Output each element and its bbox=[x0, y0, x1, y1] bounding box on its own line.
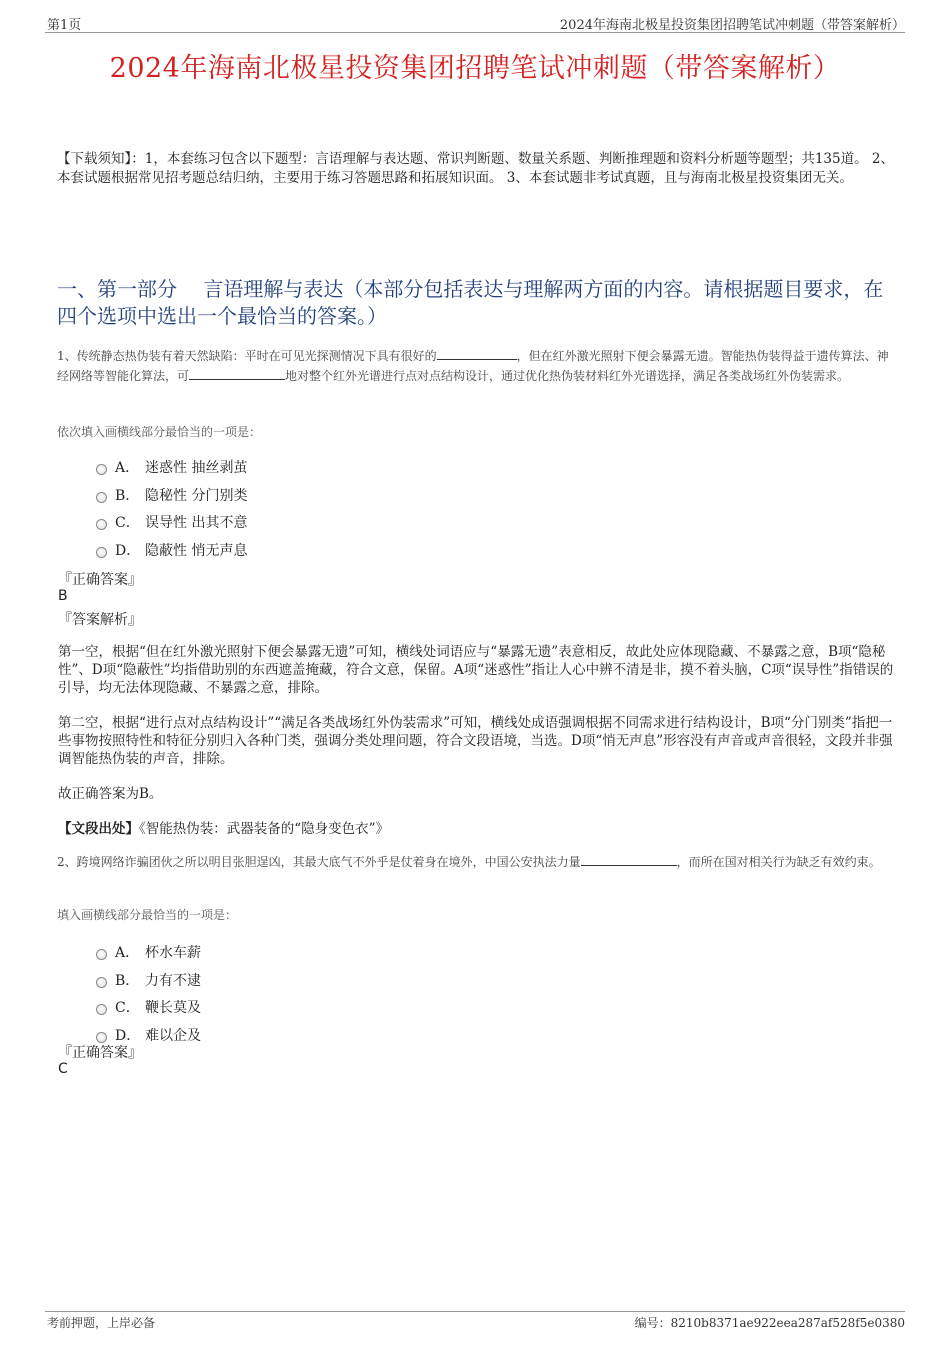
q2-stem-part-a: 2、跨境网络诈骗团伙之所以明目张胆逞凶，其最大底气不外乎是仗着身在境外，中国公安执法力量 bbox=[57, 855, 581, 869]
download-notice: 【下载须知】：1，本套练习包含以下题型：言语理解与表达题、常识判断题、数量关系题、判断推理题和资料分析题等题型；共135道。 2、本套试题根据常见招考题总结归纳，主要用于练习答题思路和拓展知识面。 3、本套试题非考试真题，且与海南北极星投资集团无关。 bbox=[57, 151, 894, 186]
option-letter: A． bbox=[115, 945, 140, 961]
radio-icon[interactable] bbox=[96, 519, 107, 530]
option-letter: B． bbox=[115, 488, 140, 504]
radio-icon[interactable] bbox=[96, 949, 107, 960]
header-divider bbox=[45, 32, 905, 33]
option-letter: A． bbox=[115, 460, 140, 476]
option-letter: C． bbox=[115, 1000, 140, 1016]
q1-answer-label: 『正确答案』 bbox=[58, 572, 142, 588]
q1-answer-value: B bbox=[58, 588, 68, 604]
footer-divider bbox=[45, 1311, 905, 1312]
q1-stem-part-c: 地对整个红外光谱进行点对点结构设计，通过优化热伪装材料红外光谱选择，满足各类战场红外伪装需求。 bbox=[285, 369, 850, 383]
q2-answer-value: C bbox=[58, 1061, 68, 1077]
q2-option-c[interactable] bbox=[96, 997, 201, 1017]
header-doc-title: 2024年海南北极星投资集团招聘笔试冲刺题（带答案解析） bbox=[559, 18, 905, 33]
q1-stem-part-a: 1、传统静态热伪装有着天然缺陷：平时在可见光探测情况下具有很好的 bbox=[57, 349, 437, 363]
q1-source-label: 【文段出处】 bbox=[58, 821, 139, 837]
q1-analysis-paragraph-2: 第二空，根据“进行点对点结构设计”“满足各类战场红外伪装需求”可知，横线处成语强调根据不同需求进行结构设计，B项“分门别类”指把一些事物按照特性和特征分别归入各种门类，强调分类处理问题，符合文段语境，当选。D项“悄无声息”形容没有声音或声音很轻，文段并非强调智能热伪装的声音，排除。 bbox=[58, 715, 893, 767]
option-letter: B． bbox=[115, 973, 140, 989]
q1-blank-2 bbox=[189, 367, 285, 380]
option-letter: D． bbox=[115, 1028, 141, 1044]
option-letter: D． bbox=[115, 543, 141, 559]
q1-instruction: 依次填入画横线部分最恰当的一项是： bbox=[57, 425, 262, 439]
option-text: 隐秘性 分门别类 bbox=[145, 488, 248, 504]
option-text: 力有不逮 bbox=[145, 973, 201, 989]
question-1-stem bbox=[57, 346, 899, 386]
q2-option-a[interactable] bbox=[96, 942, 201, 962]
section-heading: 一、第一部分 言语理解与表达（本部分包括表达与理解两方面的内容。请根据题目要求，在四个选项中选出一个最恰当的答案。） bbox=[57, 277, 884, 328]
q2-answer-label: 『正确答案』 bbox=[58, 1045, 142, 1061]
q2-instruction: 填入画横线部分最恰当的一项是： bbox=[57, 908, 238, 922]
option-text: 隐蔽性 悄无声息 bbox=[145, 543, 248, 559]
radio-icon[interactable] bbox=[96, 1004, 107, 1015]
q1-blank-1 bbox=[437, 347, 517, 360]
q2-blank-1 bbox=[581, 853, 677, 866]
q2-stem-part-b: ，而所在国对相关行为缺乏有效约束。 bbox=[676, 855, 881, 869]
footer-doc-id: 编号：8210b8371ae922eea287af528f5e0380 bbox=[634, 1316, 905, 1330]
radio-icon[interactable] bbox=[96, 1032, 107, 1043]
q1-source-text: 《智能热伪装：武器装备的“隐身变色衣”》 bbox=[139, 821, 390, 837]
q1-option-c[interactable] bbox=[96, 512, 247, 532]
q1-conclusion: 故正确答案为B。 bbox=[58, 786, 163, 802]
q1-option-d[interactable] bbox=[96, 540, 247, 560]
question-2-stem bbox=[57, 852, 899, 872]
radio-icon[interactable] bbox=[96, 977, 107, 988]
q1-analysis-label: 『答案解析』 bbox=[58, 612, 142, 628]
option-text: 鞭长莫及 bbox=[145, 1000, 201, 1016]
header-page-number: 第1页 bbox=[47, 18, 82, 33]
option-text: 难以企及 bbox=[145, 1028, 201, 1044]
q1-option-b[interactable] bbox=[96, 485, 247, 505]
option-text: 误导性 出其不意 bbox=[145, 515, 248, 531]
radio-icon[interactable] bbox=[96, 547, 107, 558]
option-text: 杯水车薪 bbox=[145, 945, 201, 961]
radio-icon[interactable] bbox=[96, 464, 107, 475]
footer-slogan: 考前押题，上岸必备 bbox=[47, 1316, 156, 1330]
q1-analysis-paragraph-1: 第一空，根据“但在红外激光照射下便会暴露无遗”可知，横线处词语应与“暴露无遗”表意相反，故此处应体现隐藏、不暴露之意，B项“隐秘性”、D项“隐蔽性”均指借助别的东西遮盖掩藏，符合文意，保留。A项“迷惑性”指让人心中辨不清是非，摸不着头脑，C项“误导性”指错误的引导，均无法体现隐藏、不暴露之意，排除。 bbox=[58, 644, 894, 696]
q1-stem-part-b: ，但在红外激光照射下便会暴露无遗。智能热伪装得益于遗传算法、神经网络等智能化算法，可 bbox=[57, 349, 889, 383]
q1-option-a[interactable] bbox=[96, 457, 247, 477]
q2-option-b[interactable] bbox=[96, 970, 201, 990]
radio-icon[interactable] bbox=[96, 492, 107, 503]
option-text: 迷惑性 抽丝剥茧 bbox=[145, 460, 248, 476]
page-title: 2024年海南北极星投资集团招聘笔试冲刺题（带答案解析） bbox=[109, 53, 841, 84]
option-letter: C． bbox=[115, 515, 140, 531]
q1-source bbox=[58, 817, 389, 837]
